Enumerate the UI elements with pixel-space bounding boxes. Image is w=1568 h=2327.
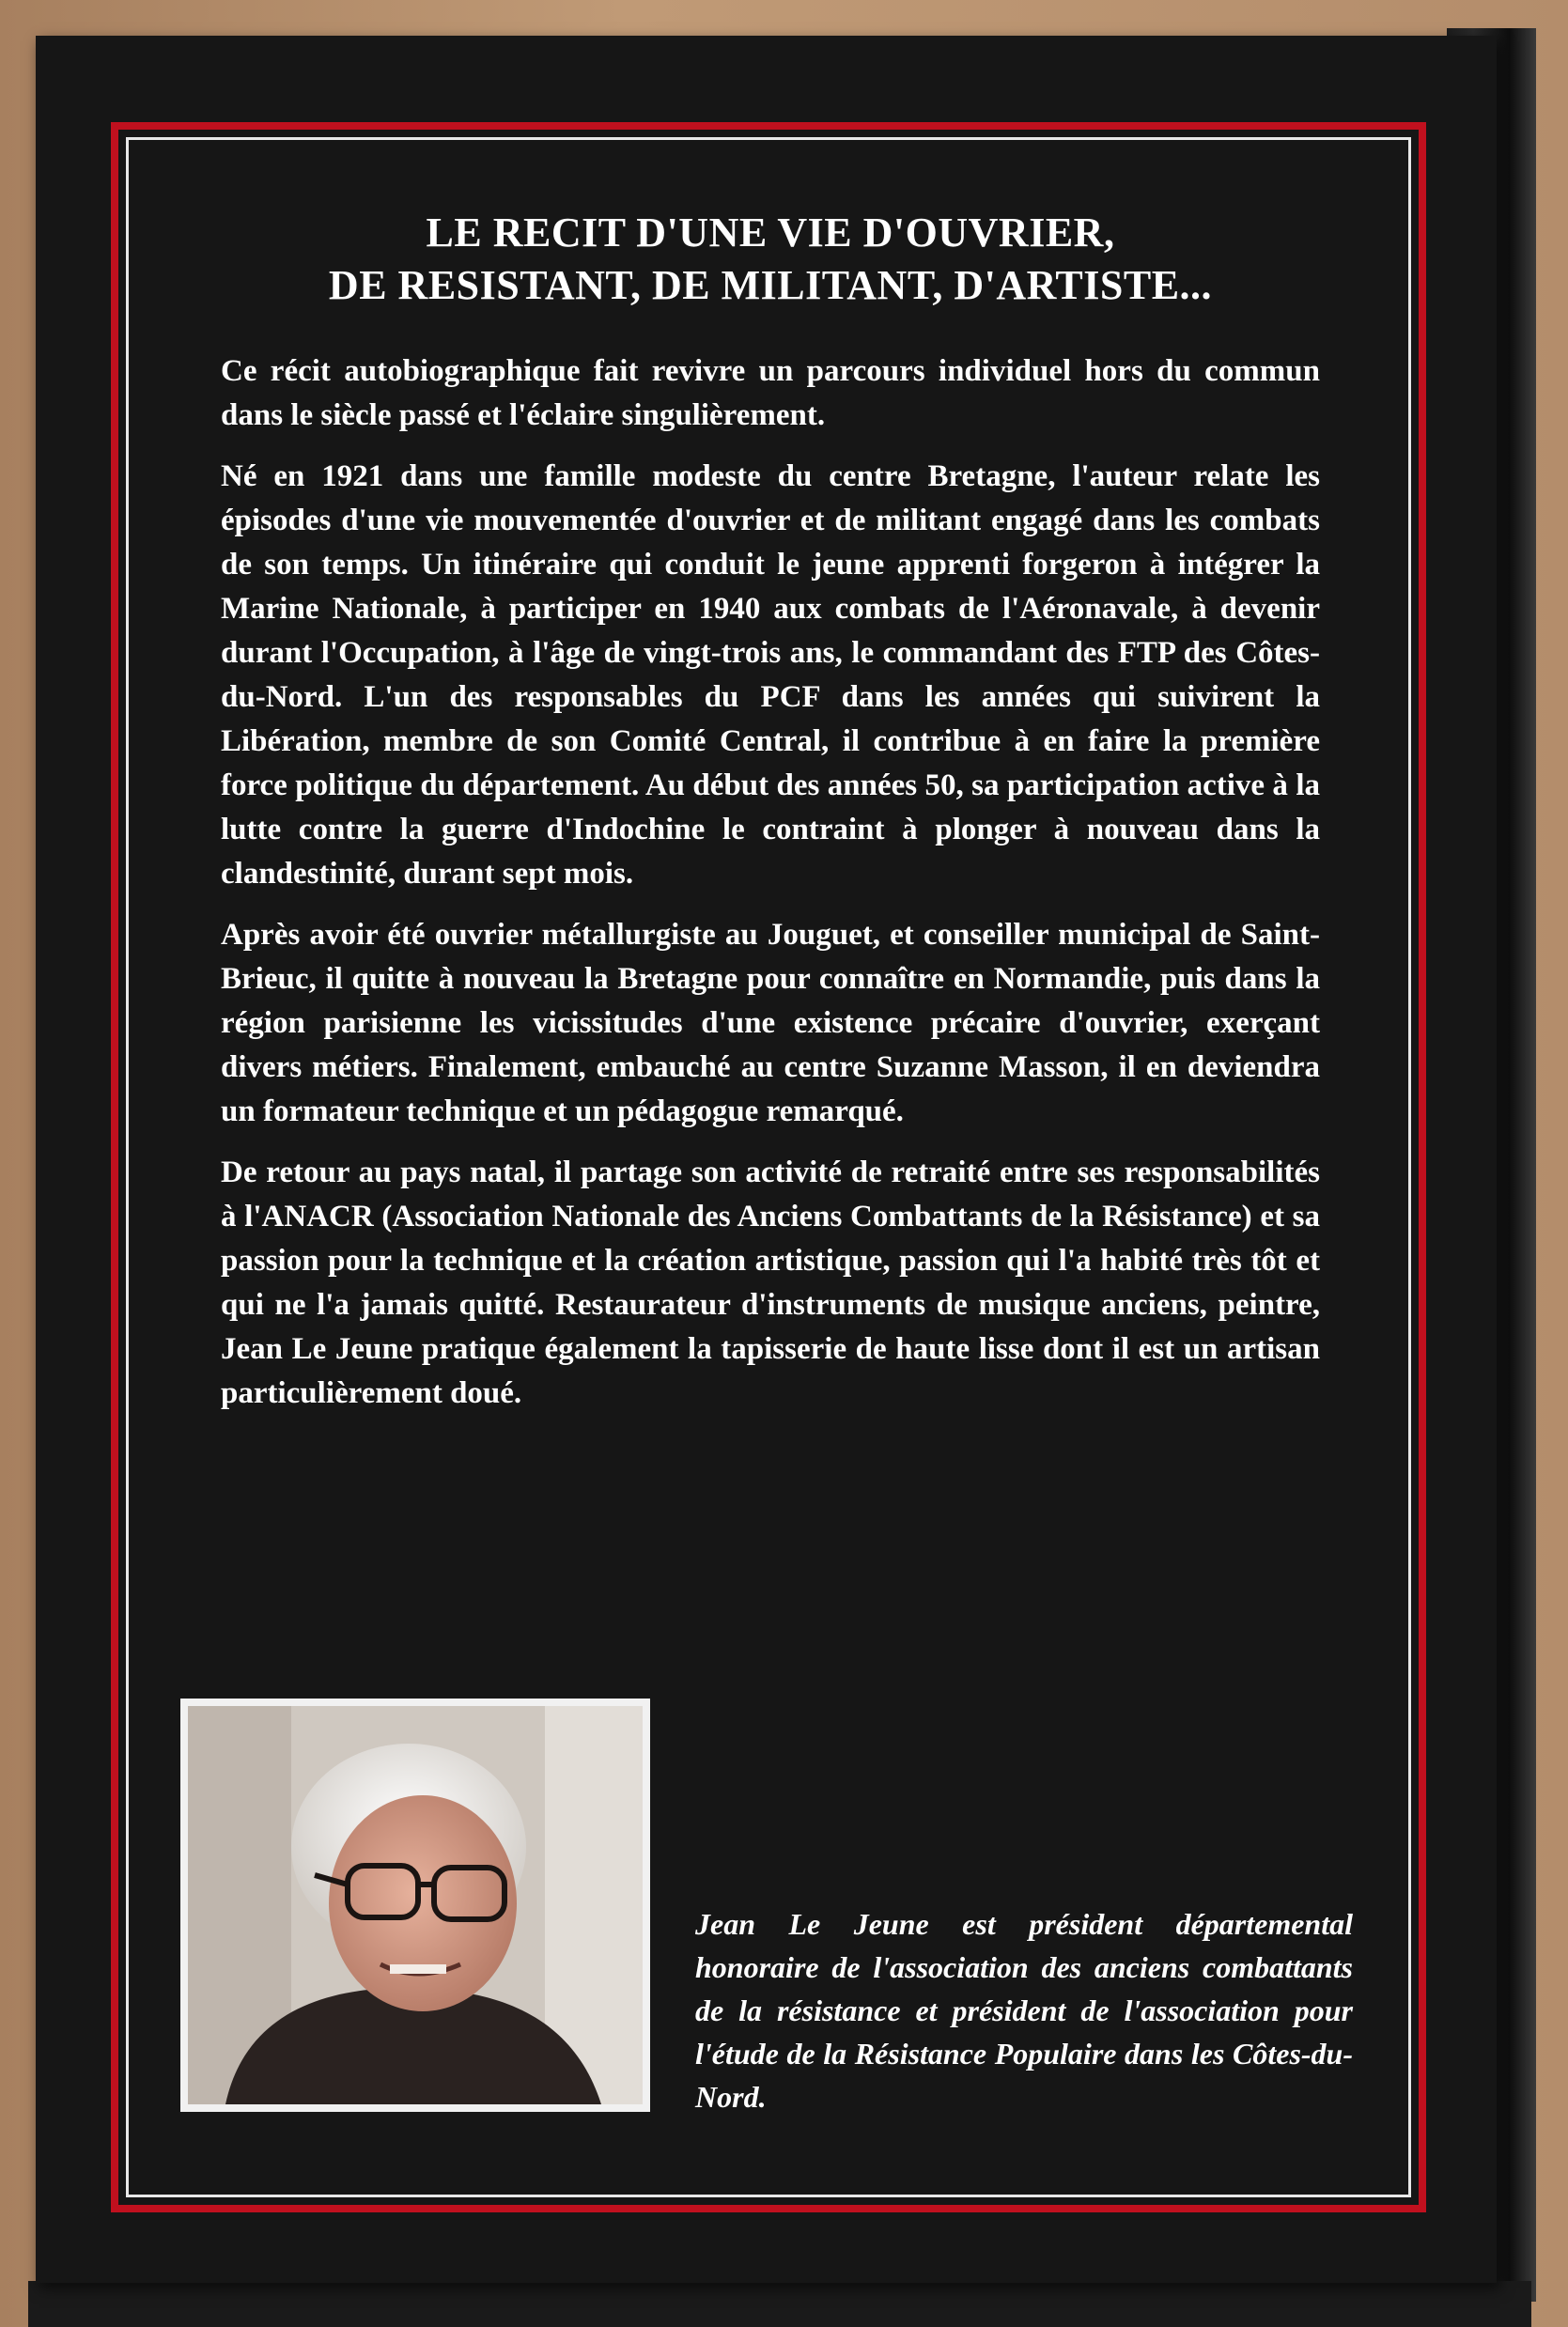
paragraph-career: Après avoir été ouvrier métallurgiste au Jouguet, et conseiller municipal de Saint-Brieuc, il quitte à nouveau la Bretagne pour connaître en Normandie, puis dans la région parisienne les vicissitudes d'une existence précaire d'ouvrier, exerçant divers métiers. Finalement, embauché au centre Suzanne Masson, il en deviendra un formateur technique et un pédagogue remarqué.	[221, 918, 1320, 1128]
book-bottom-edge	[28, 2281, 1531, 2327]
portrait-illustration	[188, 1706, 643, 2104]
paragraph-intro: Ce récit autobiographique fait revivre un parcours individuel hors du commun dans le siècle passé et l'éclaire singulièrement.	[221, 354, 1320, 432]
headline	[221, 207, 1320, 312]
headline-line-2: DE RESISTANT, DE MILITANT, D'ARTISTE...	[328, 262, 1213, 308]
paragraph-retirement: De retour au pays natal, il partage son activité de retraité entre ses responsabilités à l'ANACR (Association Nationale des Anciens Combattants de la Résistance) et sa passion pour la technique et la création artistique, passion qui l'a habité très tôt et qui ne l'a jamais quitté. Restaurateur d'instruments de musique anciens, peintre, Jean Le Jeune pratique également la tapisserie de haute lisse dont il est un artisan particulièrement doué.	[221, 1156, 1320, 1410]
headline-line-1: LE RECIT D'UNE VIE D'OUVRIER,	[426, 209, 1115, 256]
paragraph-biography: Né en 1921 dans une famille modeste du centre Bretagne, l'auteur relate les épisodes d'une vie mouvementée d'ouvrier et de militant engagé dans les combats de son temps. Un itinéraire qui conduit le jeune apprenti forgeron à intégrer la Marine Nationale, à participer en 1940 aux combats de l'Aéronavale, à devenir durant l'Occupation, à l'âge de vingt-trois ans, le commandant des FTP des Côtes-du-Nord. L'un des responsables du PCF dans les années qui suivirent la Libération, membre de son Comité Central, il contribue à en faire la première force politique du département. Au début des années 50, sa participation active à la lutte contre la guerre d'Indochine le contraint à plonger à nouveau dans la clandestinité, durant sept mois.	[221, 459, 1320, 891]
author-portrait	[188, 1706, 643, 2104]
author-photo	[180, 1699, 650, 2112]
cover-text-block	[221, 207, 1320, 1433]
author-caption: Jean Le Jeune est président départemental honoraire de l'association des anciens combattants de la résistance et président de l'association pour l'étude de la Résistance Populaire dans les Côtes-du-Nord.	[695, 1907, 1353, 2114]
